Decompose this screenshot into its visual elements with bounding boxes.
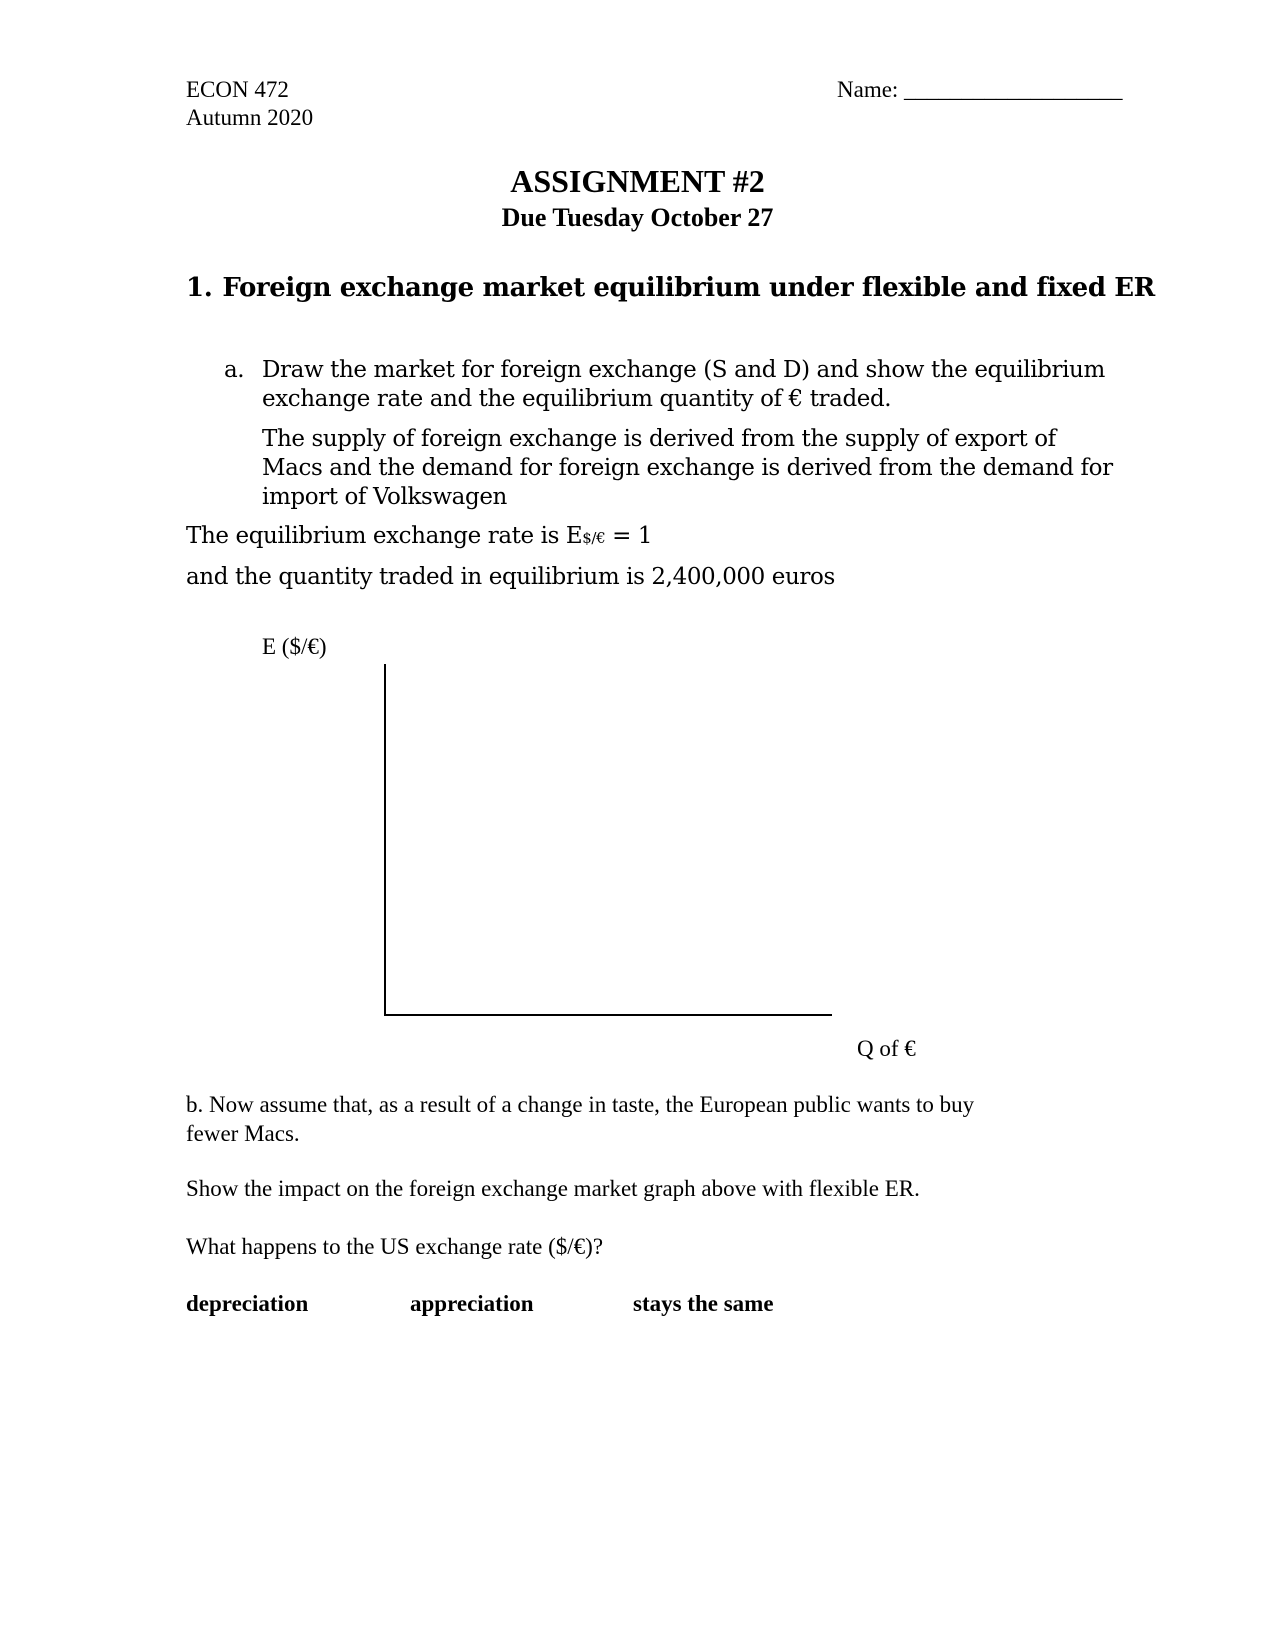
question-1-heading [186, 273, 1155, 303]
note-line-3: import of Volkswagen [262, 484, 507, 510]
equilibrium-rate [186, 522, 652, 553]
part-a-note [262, 425, 1113, 512]
note-line-2: Macs and the demand for foreign exchange is derived from the demand for [262, 455, 1113, 481]
eq-rate-subscript: $/€ [582, 529, 606, 547]
note-line-1: The supply of foreign exchange is derived from the supply of export of [262, 426, 1056, 452]
part-a-marker: a. [224, 357, 245, 383]
option-depreciation[interactable]: depreciation [186, 1291, 309, 1316]
course-header [186, 76, 313, 132]
part-b-line-2: fewer Macs. [186, 1121, 300, 1146]
option-stays-the-same[interactable]: stays the same [633, 1291, 774, 1316]
graph-y-axis-label: E ($/€) [262, 634, 327, 659]
course-code: ECON 472 [186, 77, 289, 102]
name-field: Name: ___________________ [837, 77, 1123, 102]
equilibrium-quantity: and the quantity traded in equilibrium is 2,400,000 euros [186, 564, 835, 590]
eq-rate-prefix: The equilibrium exchange rate is E [186, 523, 583, 549]
graph-x-axis [384, 1014, 832, 1016]
course-term: Autumn 2020 [186, 105, 314, 130]
part-b-instruction: Show the impact on the foreign exchange market graph above with flexible ER. [186, 1176, 920, 1201]
part-b-question: What happens to the US exchange rate ($/€)? [186, 1234, 604, 1259]
due-date: Due Tuesday October 27 [501, 203, 774, 232]
question-number: 1. [186, 273, 213, 303]
part-b-prompt [186, 1090, 974, 1148]
eq-rate-value: = 1 [605, 523, 653, 549]
part-b-line-1: b. Now assume that, as a result of a change in taste, the European public wants to buy [186, 1092, 975, 1117]
graph-y-axis [384, 664, 386, 1016]
assignment-title: ASSIGNMENT #2 [510, 163, 765, 199]
option-appreciation[interactable]: appreciation [410, 1291, 534, 1316]
graph-x-axis-label: Q of € [857, 1036, 916, 1061]
part-a-line-2: exchange rate and the equilibrium quantity of € traded. [262, 386, 892, 412]
question-title: Foreign exchange market equilibrium under flexible and fixed ER [222, 273, 1155, 303]
part-a-line-1: Draw the market for foreign exchange (S and D) and show the equilibrium [262, 357, 1105, 383]
